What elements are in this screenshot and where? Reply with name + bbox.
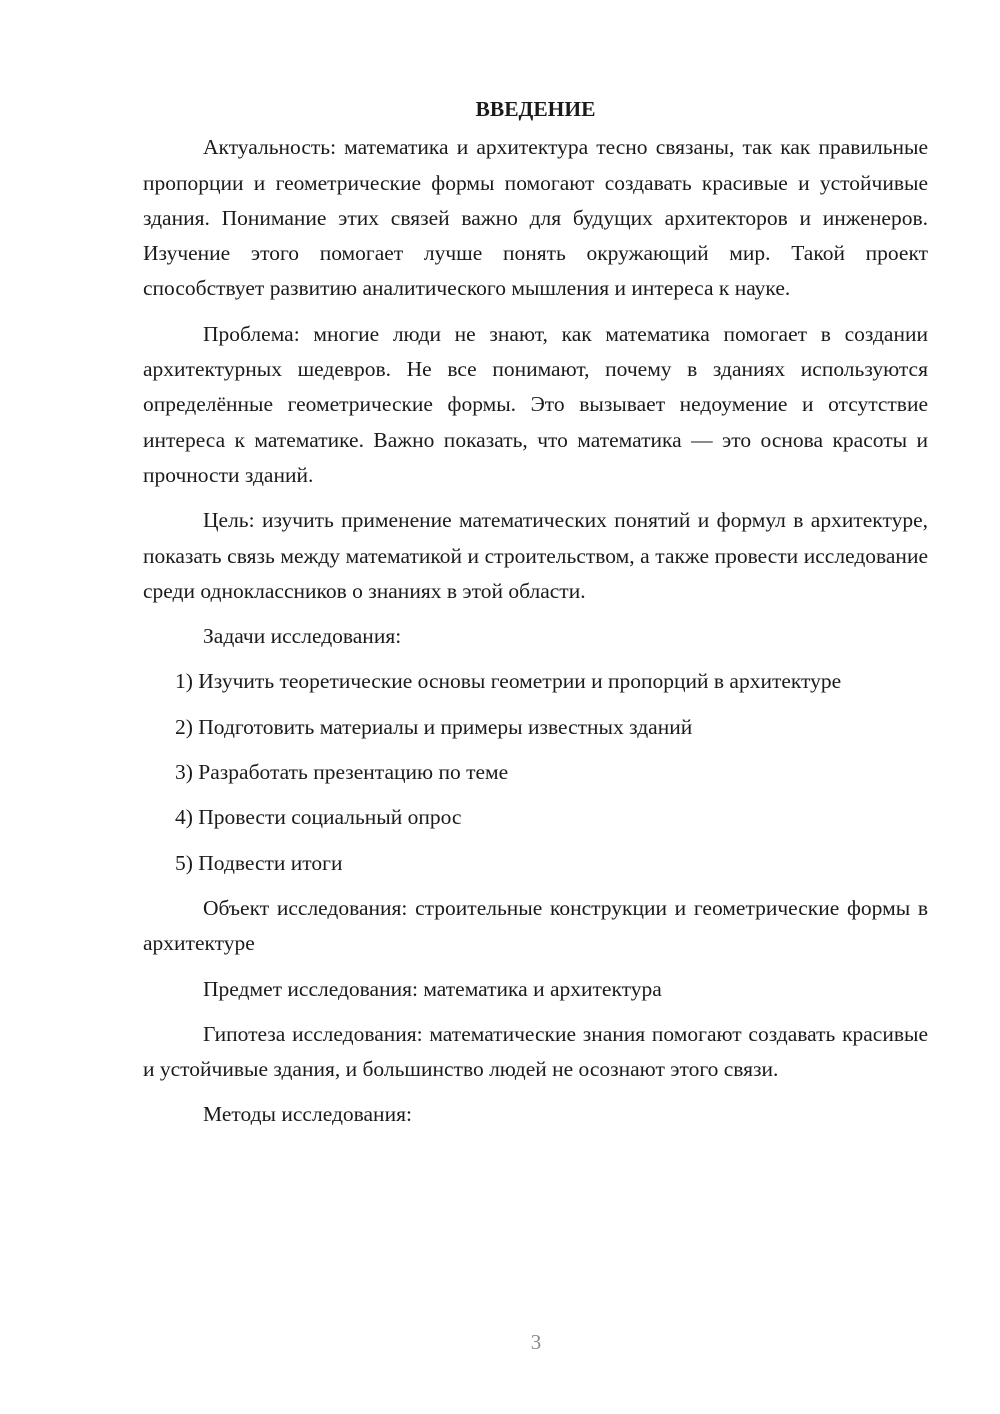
paragraph-subject: Предмет исследования: математика и архитектура bbox=[203, 976, 662, 1001]
page-number: 3 bbox=[530, 1330, 542, 1354]
task-item-5: 5) Подвести итоги bbox=[175, 850, 343, 875]
document-page bbox=[143, 92, 928, 1143]
task-item-1: 1) Изучить теоретические основы геометрии и пропорций в архитектуре bbox=[175, 669, 842, 694]
paragraph-object: Объект исследования: строительные конструкции и геометрические формы в архитектуре bbox=[143, 895, 928, 956]
paragraph-relevance: Актуальность: математика и архитектура тесно связаны, так как правильные пропорции и геометрические формы помогают создавать красивые и устойчивые здания. Понимание этих связей важно для будущих архитекторов и инженеров. Изучение этого помогает лучше понять окружающий мир. Такой проект способствует развитию аналитического мышления и интереса к науке. bbox=[143, 135, 928, 301]
paragraph-goal: Цель: изучить применение математических понятий и формул в архитектуре, показать связь между математикой и строительством, а также провести исследование среди одноклассников о знаниях в этой области. bbox=[143, 508, 928, 603]
methods-heading: Методы исследования: bbox=[203, 1102, 412, 1127]
paragraph-hypothesis: Гипотеза исследования: математические знания помогают создавать красивые и устойчивые здания, и большинство людей не осознают этого связи. bbox=[143, 1021, 928, 1082]
paragraph-problem: Проблема: многие люди не знают, как математика помогает в создании архитектурных шедевров. Не все понимают, почему в зданиях используются определённые геометрические формы. Это вызывает недоумение и отсутствие интереса к математике. Важно показать, что математика — это основа красоты и прочности зданий. bbox=[143, 321, 928, 487]
task-item-2: 2) Подготовить материалы и примеры известных зданий bbox=[175, 714, 693, 739]
tasks-heading: Задачи исследования: bbox=[203, 624, 402, 649]
section-title: ВВЕДЕНИЕ bbox=[475, 97, 596, 121]
task-item-4: 4) Провести социальный опрос bbox=[175, 805, 462, 830]
task-item-3: 3) Разработать презентацию по теме bbox=[175, 760, 509, 785]
